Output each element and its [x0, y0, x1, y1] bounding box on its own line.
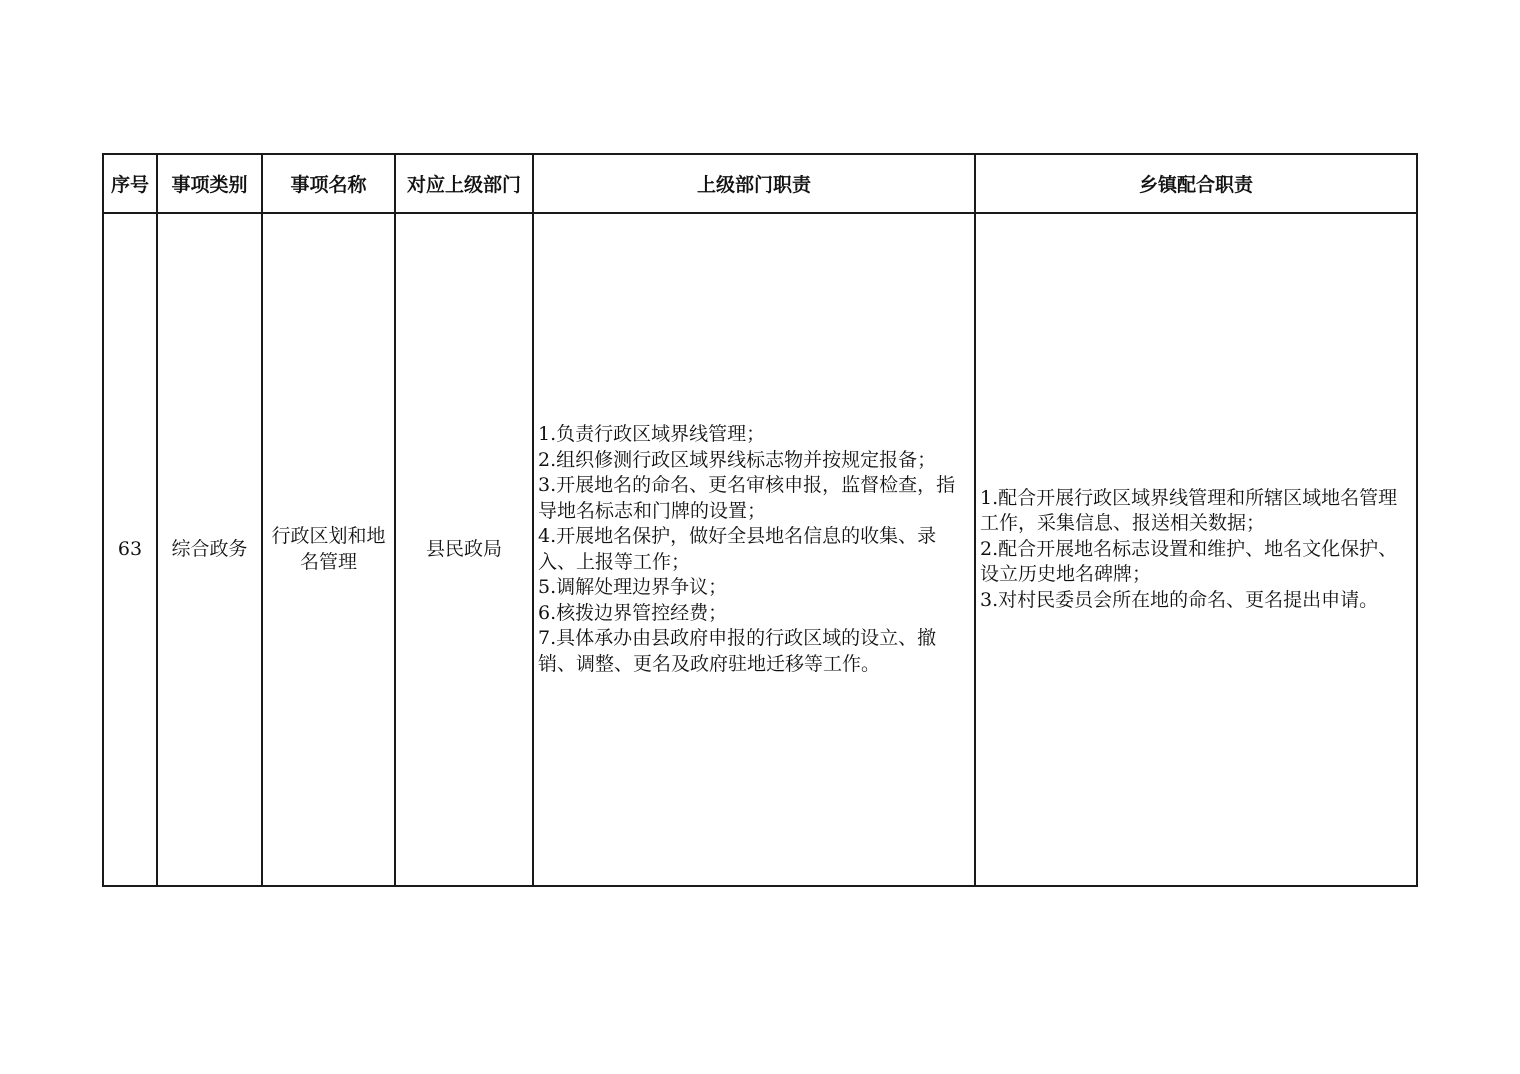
- township-duty-item: 1.配合开展行政区域界线管理和所辖区域地名管理工作，采集信息、报送相关数据；: [980, 486, 1398, 535]
- header-item-name: 事项名称: [262, 154, 395, 213]
- table-row: [103, 213, 1417, 886]
- duty-table: [102, 153, 1418, 887]
- cell-category: 综合政务: [157, 213, 262, 886]
- superior-duty-item: 4.开展地名保护，做好全县地名信息的收集、录入、上报等工作；: [538, 525, 937, 573]
- header-row: [103, 154, 1417, 213]
- superior-duty-item: 2.组织修测行政区域界线标志物并按规定报备；: [538, 448, 937, 471]
- header-category: 事项类别: [157, 154, 262, 213]
- header-index: 序号: [103, 154, 157, 213]
- superior-duty-item: 3.开展地名的命名、更名审核申报，监督检查，指导地名标志和门牌的设置；: [538, 474, 956, 522]
- township-duty-item: 3.对村民委员会所在地的命名、更名提出申请。: [980, 588, 1379, 611]
- superior-duty-item: 7.具体承办由县政府申报的行政区域的设立、撤销、调整、更名及政府驻地迁移等工作。: [538, 627, 937, 675]
- header-township-duties: 乡镇配合职责: [975, 154, 1417, 213]
- township-duty-item: 2.配合开展地名标志设置和维护、地名文化保护、设立历史地名碑牌；: [980, 537, 1398, 586]
- superior-duty-item: 6.核拨边界管控经费；: [538, 601, 728, 624]
- cell-superior-duties: [533, 213, 975, 886]
- cell-department: 县民政局: [395, 213, 533, 886]
- superior-duty-item: 1.负责行政区域界线管理；: [538, 423, 766, 445]
- cell-item-name: 行政区划和地名管理: [262, 213, 395, 886]
- superior-duty-item: 5.调解处理边界争议；: [538, 576, 728, 598]
- header-superior-duties: 上级部门职责: [533, 154, 975, 213]
- cell-index: 63: [103, 213, 157, 886]
- cell-township-duties: [975, 213, 1417, 886]
- header-department: 对应上级部门: [395, 154, 533, 213]
